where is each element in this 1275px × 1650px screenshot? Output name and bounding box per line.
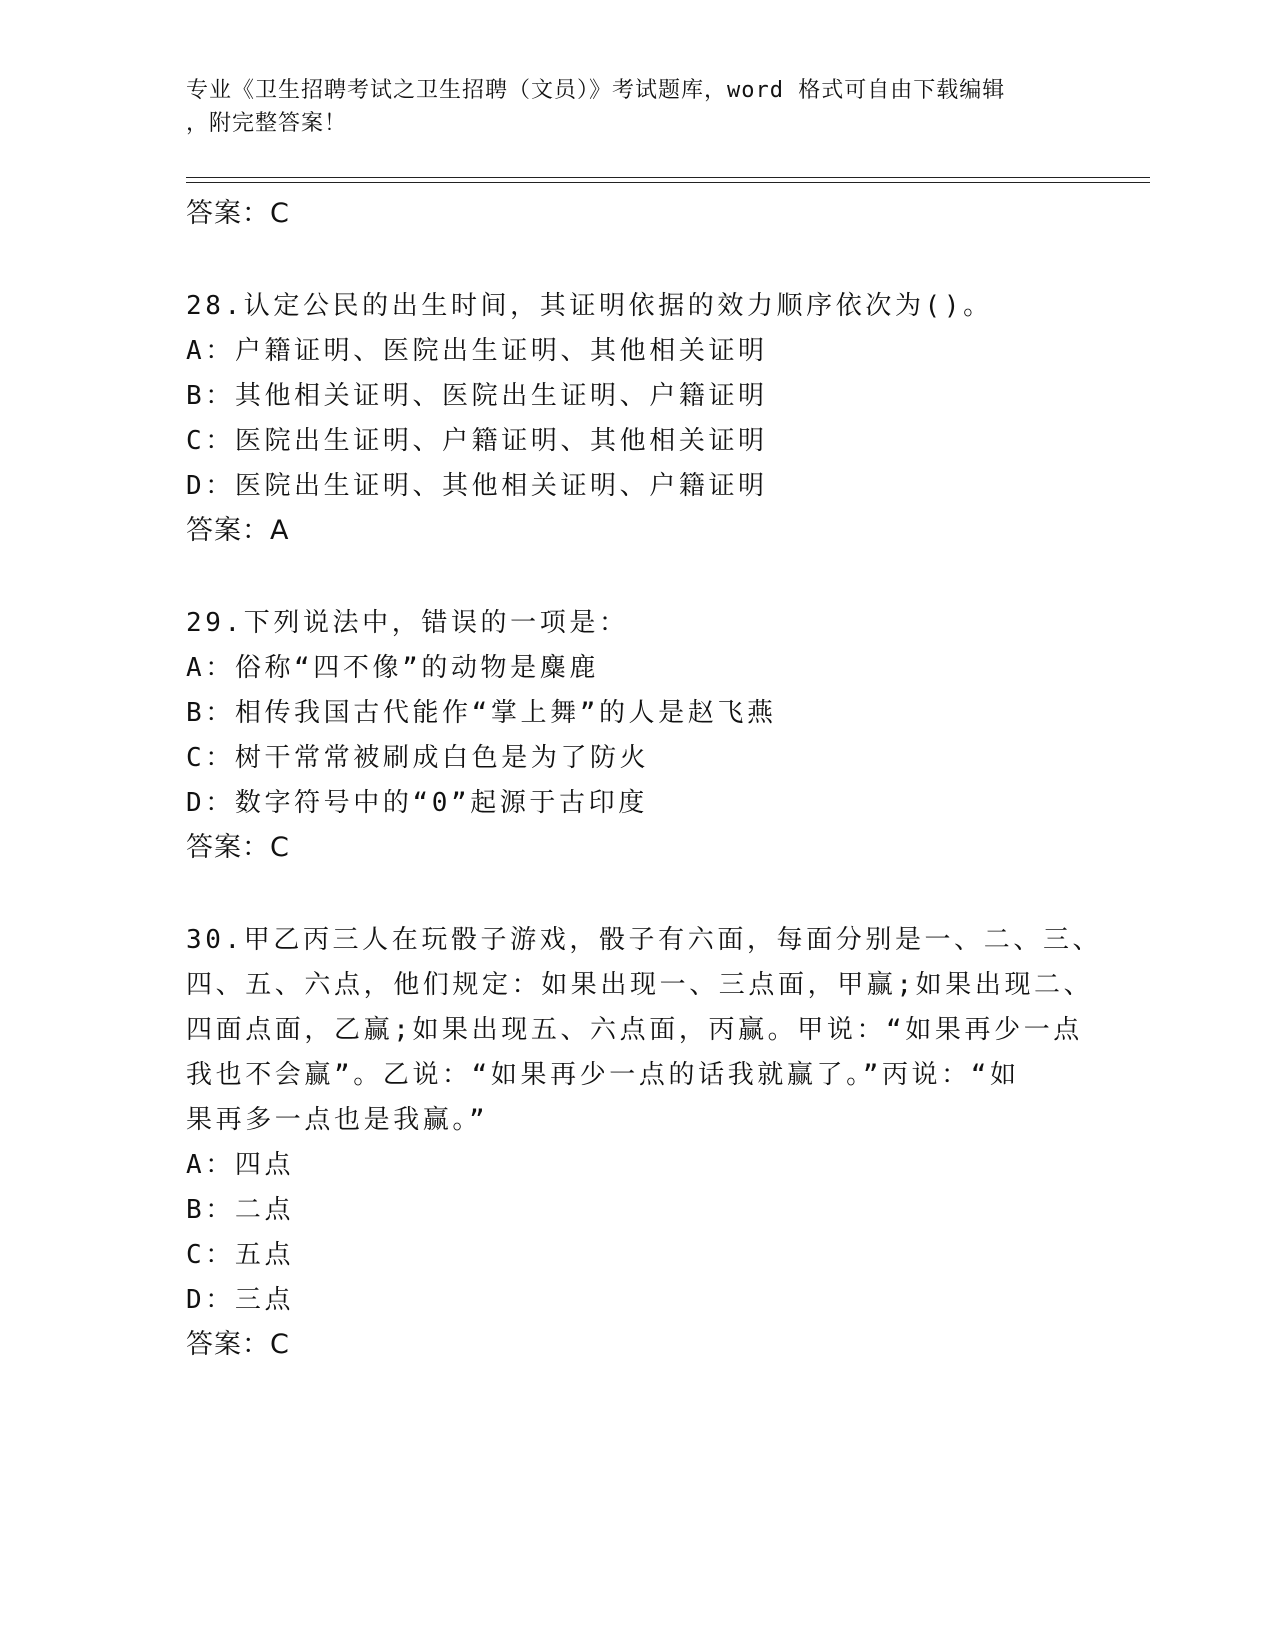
question-text-line-4: 我也不会赢”。乙说：“如果再少一点的话我就赢了。”丙说：“如 [186,1060,1020,1090]
option-b: B：相传我国古代能作“掌上舞”的人是赵飞燕 [186,698,777,728]
question-list [186,192,1103,1367]
header-line-2: ，附完整答案！ [186,111,348,136]
option-c: C：树干常常被刷成白色是为了防火 [186,743,650,773]
question-text-line-3: 四面点面，乙赢;如果出现五、六点面，丙赢。甲说：“如果再少一点 [186,1015,1083,1045]
question-text-line-5: 果再多一点也是我赢。” [186,1105,489,1135]
option-d: D：三点 [186,1285,295,1315]
option-b: B：二点 [186,1195,295,1225]
spacer [186,236,1086,284]
spacer [186,553,1086,601]
header-line-1: 专业《卫生招聘考试之卫生招聘（文员）》考试题库，word 格式可自由下载编辑 [186,78,1006,103]
option-d: D：医院出生证明、其他相关证明、户籍证明 [186,471,768,501]
spacer [186,870,1086,918]
header-rule-top [186,177,1150,178]
option-d: D：数字符号中的“0”起源于古印度 [186,788,648,818]
document-header [186,74,1066,140]
option-a: A：户籍证明、医院出生证明、其他相关证明 [186,336,768,366]
previous-answer: 答案：C [186,198,290,229]
answer: 答案：C [186,832,290,863]
option-a: A：俗称“四不像”的动物是麋鹿 [186,653,599,683]
option-b: B：其他相关证明、医院出生证明、户籍证明 [186,381,768,411]
question-30 [186,918,1103,1367]
option-a: A：四点 [186,1150,295,1180]
question-29 [186,601,1086,870]
answer: 答案：A [186,515,290,546]
option-c: C：医院出生证明、户籍证明、其他相关证明 [186,426,768,456]
question-28 [186,284,1086,553]
question-text-line-2: 四、五、六点，他们规定：如果出现一、三点面，甲赢;如果出现二、 [186,970,1094,1000]
question-text-line-1: 30.甲乙丙三人在玩骰子游戏，骰子有六面，每面分别是一、二、三、 [186,925,1103,955]
header-rule-bottom [186,182,1150,183]
option-c: C：五点 [186,1240,295,1270]
question-text: 29.下列说法中，错误的一项是： [186,608,629,638]
question-text: 28.认定公民的出生时间，其证明依据的效力顺序依次为()。 [186,291,993,321]
answer: 答案：C [186,1329,290,1360]
